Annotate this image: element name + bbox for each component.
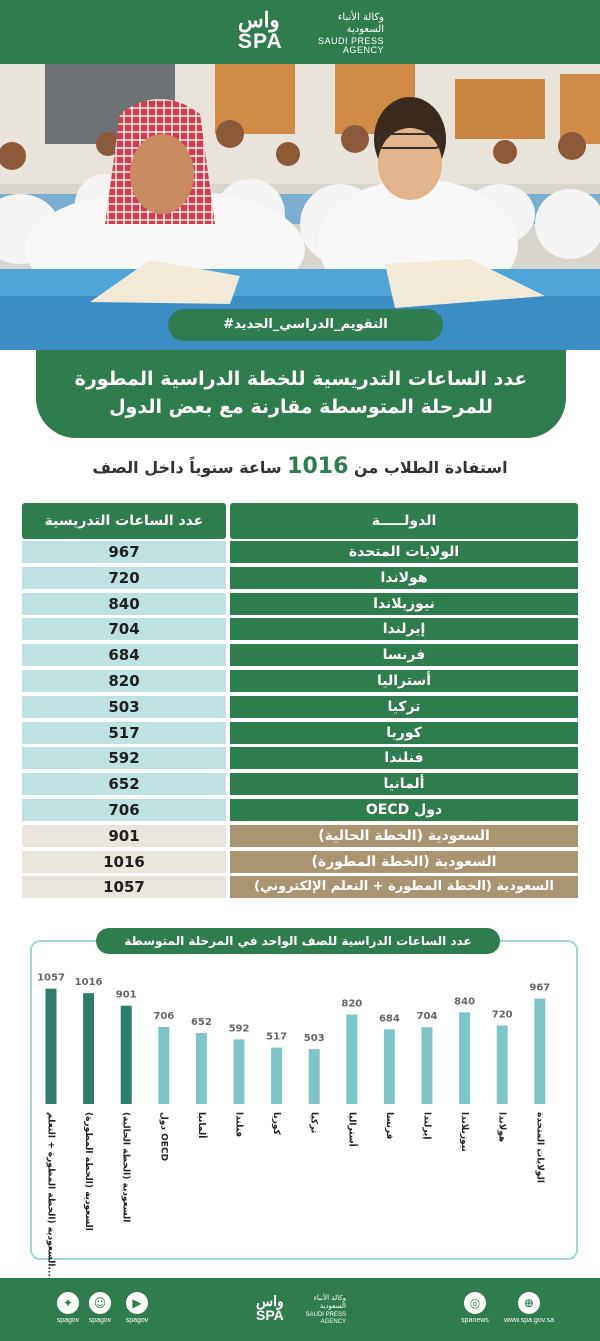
row-country: هولاندا (230, 567, 578, 589)
chart-category-label: تركيا (308, 1112, 319, 1134)
chart-category-label: السعودية (الخطة المطورة + التعلم... (45, 1112, 56, 1277)
spa-logo-mark (238, 10, 283, 52)
row-hours: 684 (22, 644, 226, 666)
footer-agency-ar-line1: وكالة الأنباء (313, 1294, 346, 1302)
table-row (22, 799, 578, 821)
subtitle-number: 1016 (287, 454, 349, 479)
agency-en-line2: AGENCY (342, 45, 384, 55)
snapchat-link[interactable] (80, 1292, 120, 1324)
row-country: دول OECD (230, 799, 578, 821)
chart-data-label: 517 (266, 1031, 288, 1043)
chart-category-label: السعودية (الخطة الحالية) (120, 1112, 131, 1223)
twitter-icon: ✦ (57, 1292, 79, 1314)
chart-category-label: إيرلندا (421, 1112, 432, 1140)
row-hours: 967 (22, 541, 226, 563)
chart-data-label: 720 (491, 1009, 513, 1021)
table-header (22, 503, 578, 539)
table-row (22, 593, 578, 615)
chart-data-label: 652 (190, 1016, 212, 1028)
agency-en-line1: SAUDI PRESS (317, 36, 384, 46)
logo-mark-latin: SPA (238, 30, 283, 53)
table-row (22, 567, 578, 589)
youtube-link[interactable] (117, 1292, 157, 1324)
row-country: السعودية (الخطة الحالية) (230, 825, 578, 847)
chart-category-label: فرنسا (383, 1112, 394, 1140)
agency-ar-line2: السعودية (346, 24, 384, 35)
header-hours: عدد الساعات التدريسية (22, 503, 226, 539)
snapchat-icon: ☺ (89, 1292, 111, 1314)
agency-name-english (302, 37, 384, 55)
chart-title: عدد الساعات الدراسية للصف الواحد في المرحلة المتوسطة (96, 928, 500, 954)
chart-category-label: السعودية (الخطة المطورة) (83, 1112, 94, 1231)
chart-data-label: 820 (341, 998, 363, 1010)
header-country: الدولـــــة (230, 503, 578, 539)
chart-data-label: 704 (416, 1011, 438, 1023)
website-link[interactable] (500, 1292, 558, 1324)
instagram-label: spanews (461, 1317, 489, 1324)
row-hours: 840 (22, 593, 226, 615)
website-label: www.spa.gov.sa (503, 1317, 555, 1324)
row-country: أستراليا (230, 670, 578, 692)
row-hours: 652 (22, 773, 226, 795)
title-banner (36, 350, 566, 438)
chart-category-label: كوريا (271, 1112, 282, 1135)
row-country: ألمانيا (230, 773, 578, 795)
row-hours: 517 (22, 722, 226, 744)
row-hours: 704 (22, 618, 226, 640)
footer-agency-ar-line2: السعودية (319, 1302, 346, 1310)
chart-category-label: أستراليا (346, 1112, 357, 1147)
footer-logo-mark-latin: SPA (256, 1307, 284, 1323)
row-country: نيوزيلاندا (230, 593, 578, 615)
row-country: تركيا (230, 696, 578, 718)
row-country: فرنسا (230, 644, 578, 666)
instagram-link[interactable] (455, 1292, 495, 1324)
chart-data-label: 901 (115, 989, 137, 1001)
youtube-icon: ▶ (126, 1292, 148, 1314)
chart-category-label: نيوزيلاندا (459, 1112, 470, 1152)
footer-agency-en-line1: SAUDI PRESS (305, 1312, 346, 1318)
chart-category-label: هولاندا (496, 1112, 507, 1143)
row-hours: 706 (22, 799, 226, 821)
row-country: فنلندا (230, 747, 578, 769)
subtitle (0, 454, 600, 479)
chart-data-label: 840 (454, 996, 476, 1008)
table-row (22, 773, 578, 795)
chart-category-label: دول OECD (158, 1112, 169, 1162)
chart-data-label: 592 (228, 1023, 250, 1035)
row-hours: 592 (22, 747, 226, 769)
table-row (22, 618, 578, 640)
classroom-illustration (0, 64, 600, 350)
instagram-icon: ◎ (464, 1292, 486, 1314)
agency-name-arabic (304, 12, 384, 36)
classroom-photo (0, 64, 600, 350)
chart-data-label: 967 (529, 982, 551, 994)
row-country: كوريا (230, 722, 578, 744)
row-hours: 1057 (22, 876, 226, 898)
footer-agency-en-line2: AGENCY (320, 1319, 346, 1325)
row-country: الولايات المتحدة (230, 541, 578, 563)
agency-ar-line1: وكالة الأنباء (337, 12, 384, 23)
footer-spa-logo[interactable] (256, 1294, 346, 1326)
footer-agency-ar (296, 1294, 346, 1310)
footer-bar (0, 1278, 600, 1341)
table-row (22, 825, 578, 847)
youtube-label: spagov (125, 1317, 149, 1324)
table-row (22, 747, 578, 769)
chart-category-label: الولايات المتحدة (534, 1112, 545, 1183)
snapchat-label: spagov (88, 1317, 112, 1324)
spa-logo[interactable] (238, 10, 384, 56)
chart-data-label: 1016 (74, 977, 103, 989)
table-row (22, 722, 578, 744)
twitter-label: spagov (56, 1317, 80, 1324)
globe-icon: ⊕ (518, 1292, 540, 1314)
table-row (22, 876, 578, 898)
title-line2: للمرحلة المتوسطة مقارنة مع بعض الدول (109, 396, 493, 418)
chart-data-label: 1057 (37, 972, 65, 984)
table-row (22, 851, 578, 873)
footer-logo-mark (256, 1294, 284, 1322)
row-hours: 901 (22, 825, 226, 847)
hashtag-pill[interactable]: #التقويم_الدراسي_الجديد (168, 309, 443, 341)
footer-logo-mark-arabic: واس (256, 1293, 284, 1309)
subtitle-prefix: استفادة الطلاب من (353, 458, 508, 477)
chart-category-label: ألمانيا (195, 1112, 206, 1139)
chart-frame (30, 940, 578, 1260)
row-country: السعودية (الخطة المطورة + التعلم الإلكتروني) (230, 876, 578, 898)
table-row (22, 644, 578, 666)
row-country: السعودية (الخطة المطورة) (230, 851, 578, 873)
row-hours: 820 (22, 670, 226, 692)
logo-mark-arabic: واس (238, 9, 280, 32)
table-row (22, 541, 578, 563)
table-row (22, 696, 578, 718)
title-line1: عدد الساعات التدريسية للخطة الدراسية المطورة (74, 368, 528, 390)
row-hours: 503 (22, 696, 226, 718)
chart-category-label: فنلندا (233, 1112, 244, 1138)
subtitle-suffix: ساعة سنوياً داخل الصف (92, 458, 282, 477)
table-body (22, 541, 578, 902)
row-country: إيرلندا (230, 618, 578, 640)
chart-data-label: 684 (378, 1013, 400, 1025)
footer-agency-en (294, 1312, 346, 1326)
chart-data-label: 503 (303, 1033, 325, 1045)
top-header-bar (0, 0, 600, 64)
table-row (22, 670, 578, 692)
chart-data-label: 706 (153, 1010, 175, 1022)
row-hours: 720 (22, 567, 226, 589)
row-hours: 1016 (22, 851, 226, 873)
